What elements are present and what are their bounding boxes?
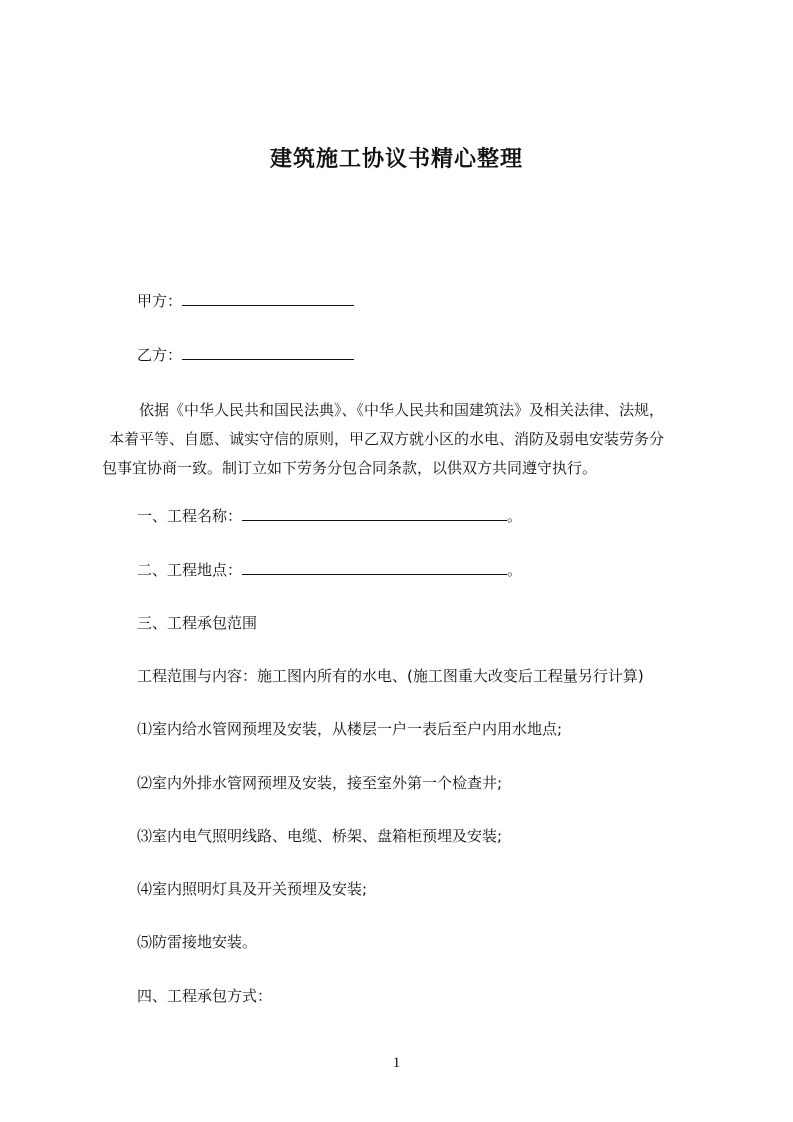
section-4-heading: 四、工程承包方式： bbox=[137, 987, 273, 1005]
party-a-blank bbox=[182, 291, 354, 306]
intro-line-1: 依据《中华人民共和国民法典》、《中华人民共和国建筑法》及相关法律、法规， bbox=[139, 401, 665, 419]
section-3-heading: 三、工程承包范围 bbox=[137, 614, 258, 632]
section-1-line bbox=[137, 506, 522, 526]
scope-item-1: ⑴室内给水管网预埋及安装，从楼层一户一表后至户内用水地点; bbox=[137, 720, 563, 738]
scope-item-2: ⑵室内外排水管网预埋及安装，接至室外第一个检查井; bbox=[137, 774, 503, 792]
section-1-label: 一、工程名称： bbox=[137, 507, 243, 525]
page-number: 1 bbox=[392, 1055, 401, 1071]
scope-intro: 工程范围与内容：施工图内所有的水电、(施工图重大改变后工程量另行计算) bbox=[137, 667, 644, 685]
section-1-end: 。 bbox=[507, 507, 523, 525]
scope-item-3: ⑶室内电气照明线路、电缆、桥架、盘箱柜预埋及安装; bbox=[137, 827, 503, 845]
party-b-line bbox=[137, 345, 354, 365]
party-a-label: 甲方： bbox=[137, 292, 183, 310]
party-a-line bbox=[137, 291, 354, 311]
section-2-end: 。 bbox=[507, 561, 523, 579]
scope-item-5: ⑸防雷接地安装。 bbox=[137, 933, 258, 951]
section-2-line bbox=[137, 560, 522, 580]
project-name-blank bbox=[242, 506, 507, 521]
intro-line-3: 包事宜协商一致。制订立如下劳务分包合同条款，以供双方共同遵守执行。 bbox=[102, 459, 598, 477]
intro-paragraph bbox=[102, 396, 702, 483]
intro-line-2: 本着平等、自愿、诚实守信的原则，甲乙双方就小区的水电、消防及弱电安装劳务分 bbox=[109, 430, 665, 448]
project-location-blank bbox=[242, 560, 507, 575]
party-b-label: 乙方： bbox=[137, 346, 183, 364]
scope-item-4: ⑷室内照明灯具及开关预埋及安装; bbox=[137, 880, 368, 898]
section-2-label: 二、工程地点： bbox=[137, 561, 243, 579]
document-title: 建筑施工协议书精心整理 bbox=[269, 147, 523, 172]
party-b-blank bbox=[182, 345, 354, 360]
